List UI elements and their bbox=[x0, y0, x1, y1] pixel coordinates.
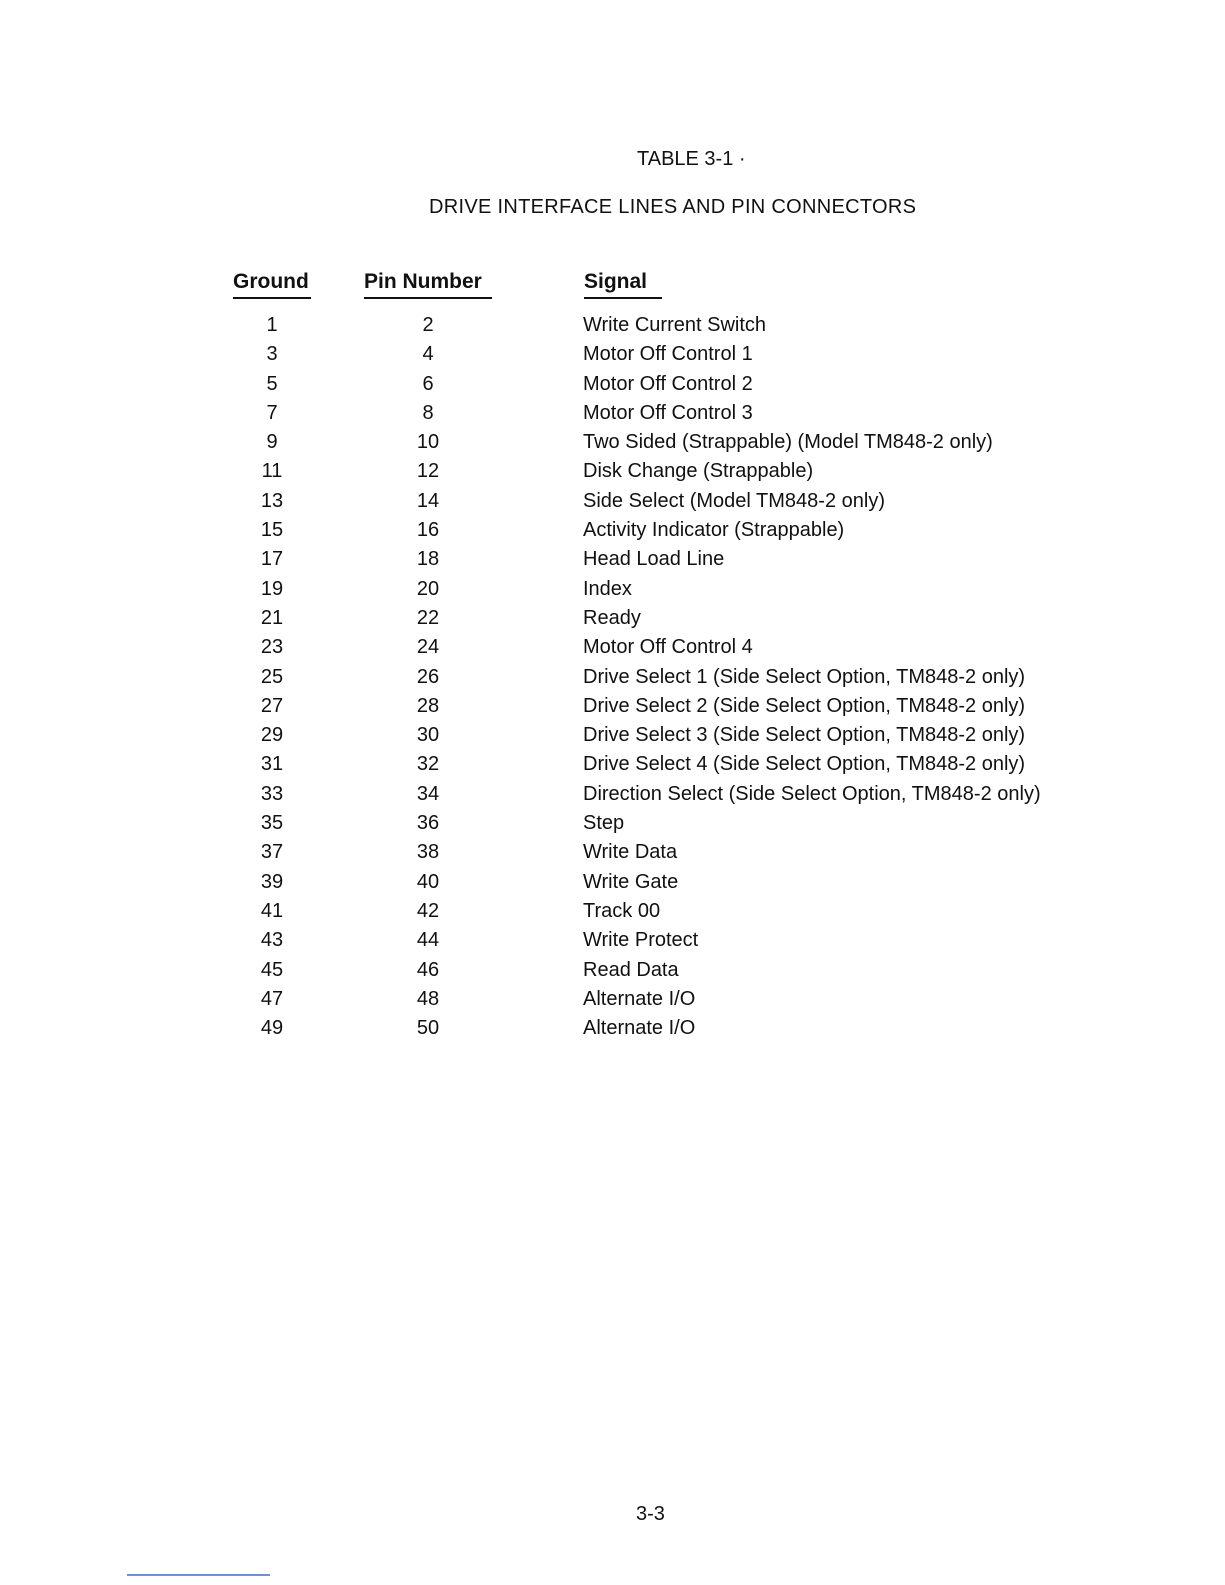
table-row bbox=[0, 929, 1225, 958]
ground-pin-cell: 45 bbox=[260, 958, 284, 981]
signal-name-cell: Track 00 bbox=[583, 899, 661, 922]
pin-number-cell: 48 bbox=[416, 987, 440, 1010]
table-row bbox=[0, 519, 1225, 548]
column-header-pin-number bbox=[364, 270, 482, 294]
ground-pin-cell: 33 bbox=[260, 782, 284, 805]
signal-name-cell: Index bbox=[583, 577, 632, 600]
pin-number-cell: 16 bbox=[416, 519, 440, 542]
ground-pin-cell: 43 bbox=[260, 929, 284, 952]
signal-name-cell: Disk Change (Strappable) bbox=[583, 460, 814, 483]
ground-pin-cell: 1 bbox=[266, 314, 278, 336]
ground-pin-cell: 21 bbox=[260, 606, 284, 629]
table-row bbox=[0, 1017, 1225, 1046]
signal-name-cell: Drive Select 1 (Side Select Option, TM848-2 only) bbox=[583, 665, 1026, 688]
pin-number-cell: 32 bbox=[416, 753, 440, 776]
pin-number-cell: 4 bbox=[422, 343, 434, 366]
ground-pin-cell: 29 bbox=[260, 724, 284, 747]
signal-name-cell: Alternate I/O bbox=[583, 1017, 696, 1040]
signal-name-cell: Activity Indicator (Strappable) bbox=[583, 519, 845, 542]
column-header-signal-label: Signal bbox=[584, 270, 648, 293]
table-row bbox=[0, 431, 1225, 460]
pin-number-cell: 26 bbox=[416, 665, 440, 688]
signal-name-cell: Motor Off Control 2 bbox=[583, 372, 753, 395]
signal-name-cell: Read Data bbox=[583, 958, 679, 981]
ground-pin-cell: 49 bbox=[260, 1017, 284, 1040]
column-header-ground-label: Ground bbox=[233, 270, 309, 293]
signal-name-cell: Two Sided (Strappable) (Model TM848-2 only) bbox=[583, 431, 993, 454]
ground-pin-cell: 31 bbox=[260, 753, 284, 776]
pin-number-cell: 22 bbox=[416, 606, 440, 629]
signal-name-cell: Direction Select (Side Select Option, TM848-2 only) bbox=[583, 782, 1041, 805]
column-header-underline bbox=[584, 297, 662, 299]
table-row bbox=[0, 900, 1225, 929]
scan-mark-line bbox=[127, 1574, 270, 1576]
table-row bbox=[0, 724, 1225, 753]
signal-name-cell: Step bbox=[583, 812, 625, 835]
column-header-ground bbox=[233, 270, 309, 294]
ground-pin-cell: 11 bbox=[261, 460, 283, 483]
signal-name-cell: Write Current Switch bbox=[583, 314, 767, 336]
pin-number-cell: 12 bbox=[416, 460, 440, 483]
ground-pin-cell: 27 bbox=[260, 694, 284, 717]
page-number: 3-3 bbox=[636, 1503, 665, 1525]
table-row bbox=[0, 812, 1225, 841]
table-row bbox=[0, 460, 1225, 489]
signal-name-cell: Head Load Line bbox=[583, 548, 725, 571]
column-header-underline bbox=[364, 297, 492, 299]
pin-number-cell: 38 bbox=[416, 841, 440, 864]
ground-pin-cell: 25 bbox=[260, 665, 284, 688]
ground-pin-cell: 3 bbox=[266, 343, 278, 366]
ground-pin-cell: 15 bbox=[260, 519, 284, 542]
pin-number-cell: 28 bbox=[416, 694, 440, 717]
column-header-pin-number-label: Pin Number bbox=[364, 270, 482, 293]
ground-pin-cell: 9 bbox=[266, 431, 278, 454]
pin-number-cell: 50 bbox=[416, 1017, 440, 1040]
ground-pin-cell: 37 bbox=[260, 841, 284, 864]
pin-number-cell: 42 bbox=[416, 899, 440, 922]
pin-number-cell: 44 bbox=[416, 929, 440, 952]
pin-number-cell: 40 bbox=[416, 870, 440, 893]
signal-name-cell: Write Gate bbox=[583, 870, 679, 893]
pin-number-cell: 2 bbox=[422, 314, 434, 336]
signal-name-cell: Drive Select 4 (Side Select Option, TM848-2 only) bbox=[583, 753, 1026, 776]
signal-name-cell: Motor Off Control 4 bbox=[583, 636, 753, 659]
ground-pin-cell: 47 bbox=[260, 987, 284, 1010]
ground-pin-cell: 17 bbox=[260, 548, 284, 571]
pin-number-cell: 46 bbox=[416, 958, 440, 981]
table-row bbox=[0, 959, 1225, 988]
table-row bbox=[0, 871, 1225, 900]
table-row bbox=[0, 314, 1225, 343]
signal-name-cell: Motor Off Control 1 bbox=[583, 343, 753, 366]
table-row bbox=[0, 373, 1225, 402]
signal-name-cell: Side Select (Model TM848-2 only) bbox=[583, 489, 885, 512]
ground-pin-cell: 23 bbox=[260, 636, 284, 659]
pin-number-cell: 18 bbox=[416, 548, 440, 571]
pin-number-cell: 36 bbox=[416, 812, 440, 835]
signal-name-cell: Alternate I/O bbox=[583, 987, 696, 1010]
table-row bbox=[0, 783, 1225, 812]
table-row bbox=[0, 666, 1225, 695]
ground-pin-cell: 35 bbox=[260, 812, 284, 835]
pin-number-cell: 8 bbox=[422, 401, 434, 424]
signal-name-cell: Write Data bbox=[583, 841, 678, 864]
pin-number-cell: 20 bbox=[416, 577, 440, 600]
pin-number-cell: 34 bbox=[416, 782, 440, 805]
pin-number-cell: 6 bbox=[422, 372, 434, 395]
table-row bbox=[0, 636, 1225, 665]
pin-number-cell: 10 bbox=[416, 431, 440, 454]
signal-name-cell: Drive Select 3 (Side Select Option, TM848-2 only) bbox=[583, 724, 1026, 747]
table-row bbox=[0, 402, 1225, 431]
column-header-underline bbox=[233, 297, 311, 299]
ground-pin-cell: 19 bbox=[260, 577, 284, 600]
table-number: TABLE 3-1 · bbox=[637, 148, 746, 170]
signal-name-cell: Ready bbox=[583, 606, 641, 629]
ground-pin-cell: 5 bbox=[266, 372, 278, 395]
column-header-signal bbox=[584, 270, 647, 294]
table-row bbox=[0, 607, 1225, 636]
table-row bbox=[0, 490, 1225, 519]
table-row bbox=[0, 343, 1225, 372]
ground-pin-cell: 13 bbox=[260, 489, 284, 512]
table-row bbox=[0, 578, 1225, 607]
ground-pin-cell: 39 bbox=[260, 870, 284, 893]
signal-name-cell: Motor Off Control 3 bbox=[583, 401, 753, 424]
table-title: DRIVE INTERFACE LINES AND PIN CONNECTORS bbox=[429, 196, 917, 218]
table-row bbox=[0, 548, 1225, 577]
table-row bbox=[0, 753, 1225, 782]
pin-number-cell: 14 bbox=[416, 489, 440, 512]
table-row bbox=[0, 988, 1225, 1017]
pin-number-cell: 30 bbox=[416, 724, 440, 747]
signal-name-cell: Drive Select 2 (Side Select Option, TM848-2 only) bbox=[583, 694, 1026, 717]
table-row bbox=[0, 695, 1225, 724]
pin-number-cell: 24 bbox=[416, 636, 440, 659]
ground-pin-cell: 7 bbox=[266, 401, 278, 424]
signal-name-cell: Write Protect bbox=[583, 929, 699, 952]
ground-pin-cell: 41 bbox=[260, 899, 284, 922]
table-row bbox=[0, 841, 1225, 870]
pin-table-body bbox=[0, 314, 1225, 1046]
